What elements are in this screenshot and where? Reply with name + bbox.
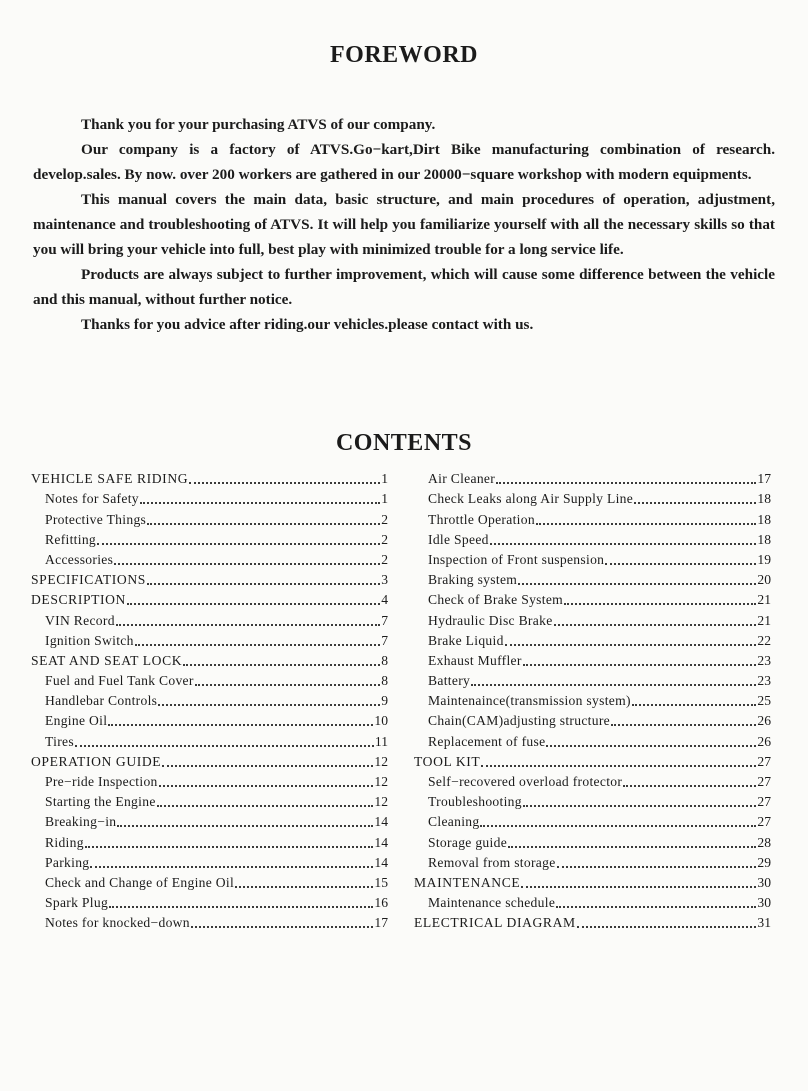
- toc-entry: [31, 892, 388, 912]
- toc-entry-page: 26: [757, 713, 771, 729]
- toc-entry-label: Breaking−in: [45, 814, 117, 830]
- toc-entry-label: OPERATION GUIDE: [31, 753, 162, 769]
- toc-dot-leader: [523, 664, 757, 666]
- toc-entry-page: 30: [757, 895, 771, 911]
- toc-dot-leader: [605, 563, 756, 565]
- toc-entry-label: Throttle Operation: [428, 511, 535, 527]
- toc-entry: [31, 791, 388, 811]
- toc-dot-leader: [140, 502, 380, 504]
- toc-left-column: [31, 468, 388, 932]
- toc-entry-label: ELECTRICAL DIAGRAM: [414, 915, 576, 931]
- toc-entry-page: 18: [757, 511, 771, 527]
- toc-entry: [414, 892, 771, 912]
- toc-entry-page: 8: [381, 652, 388, 668]
- toc-entry: [31, 508, 388, 528]
- toc-dot-leader: [75, 745, 374, 747]
- toc-entry: [414, 609, 771, 629]
- foreword-body: [33, 112, 775, 337]
- toc-entry-label: Check and Change of Engine Oil: [45, 874, 235, 890]
- toc-dot-leader: [564, 603, 756, 605]
- toc-entry-page: 27: [757, 794, 771, 810]
- toc-entry-page: 18: [757, 491, 771, 507]
- toc-entry-page: 23: [757, 652, 771, 668]
- toc-entry-page: 9: [381, 693, 388, 709]
- toc-entry-label: Riding: [45, 834, 84, 850]
- toc-entry: [414, 508, 771, 528]
- toc-entry-page: 8: [381, 673, 388, 689]
- toc-dot-leader: [632, 704, 757, 706]
- toc-entry: [414, 852, 771, 872]
- toc-entry-label: Accessories: [45, 551, 114, 567]
- toc-dot-leader: [235, 886, 373, 888]
- foreword-paragraph: Products are always subject to further improvement, which will cause some difference between the vehicle and this manual, without further notice.: [33, 266, 775, 308]
- toc-entry-label: Refitting: [45, 531, 97, 547]
- toc-entry: [31, 529, 388, 549]
- toc-dot-leader: [108, 724, 373, 726]
- toc-entry: [31, 811, 388, 831]
- toc-dot-leader: [147, 523, 380, 525]
- toc-entry-page: 28: [757, 834, 771, 850]
- toc-dot-leader: [556, 906, 756, 908]
- toc-entry-page: 14: [374, 834, 388, 850]
- toc-entry-page: 14: [374, 854, 388, 870]
- toc-entry-label: Parking: [45, 854, 90, 870]
- toc-entry: [414, 831, 771, 851]
- toc-entry-label: Exhaust Muffler: [428, 652, 522, 668]
- toc-entry: [414, 912, 771, 932]
- toc-dot-leader: [518, 583, 756, 585]
- toc-dot-leader: [117, 825, 373, 827]
- toc-entry-page: 27: [757, 753, 771, 769]
- toc-dot-leader: [85, 846, 374, 848]
- toc-entry: [414, 650, 771, 670]
- toc-entry: [414, 872, 771, 892]
- toc-entry-page: 29: [757, 854, 771, 870]
- toc-entry-label: Spark Plug: [45, 895, 109, 911]
- foreword-paragraph: Thank you for your purchasing ATVS of our company.: [81, 116, 436, 133]
- toc-entry-page: 23: [757, 673, 771, 689]
- toc-entry: [31, 710, 388, 730]
- toc-entry: [31, 912, 388, 932]
- toc-dot-leader: [109, 906, 373, 908]
- toc-entry: [31, 488, 388, 508]
- toc-dot-leader: [480, 825, 756, 827]
- toc-entry-page: 2: [381, 551, 388, 567]
- toc-dot-leader: [158, 704, 380, 706]
- toc-entry: [31, 569, 388, 589]
- toc-entry-page: 16: [374, 895, 388, 911]
- toc-dot-leader: [481, 765, 756, 767]
- toc-entry-label: Cleaning: [428, 814, 480, 830]
- toc-entry-label: Maintenance schedule: [428, 895, 556, 911]
- toc-dot-leader: [114, 563, 380, 565]
- toc-entry: [31, 630, 388, 650]
- toc-dot-leader: [159, 785, 374, 787]
- toc-entry-label: Pre−ride Inspection: [45, 774, 158, 789]
- toc-entry-label: Removal from storage: [428, 854, 556, 870]
- toc-dot-leader: [183, 664, 380, 666]
- toc-entry: [414, 630, 771, 650]
- toc-entry: [31, 872, 388, 892]
- toc-entry-page: 7: [381, 632, 388, 648]
- toc-entry: [414, 690, 771, 710]
- toc-entry-label: SEAT AND SEAT LOCK: [31, 652, 183, 668]
- toc-entry-label: Starting the Engine: [45, 794, 156, 810]
- toc-entry-page: 17: [757, 471, 771, 487]
- toc-entry-page: 18: [757, 531, 771, 547]
- toc-entry: [414, 549, 771, 569]
- toc-entry-label: DESCRIPTION: [31, 592, 126, 608]
- toc-entry-page: 27: [757, 774, 771, 789]
- toc-entry-label: Self−recovered overload frotector: [428, 774, 623, 789]
- toc-entry: [31, 670, 388, 690]
- toc-entry: [414, 589, 771, 609]
- toc-entry: [31, 771, 388, 791]
- contents-title: CONTENTS: [335, 430, 473, 456]
- toc-entry-label: Protective Things: [45, 511, 147, 527]
- toc-entry-label: Replacement of fuse: [428, 733, 546, 749]
- toc-dot-leader: [490, 543, 757, 545]
- toc-entry-page: 4: [381, 592, 388, 608]
- toc-entry-label: Chain(CAM)adjusting structure: [428, 713, 610, 729]
- toc-entry-page: 12: [374, 774, 388, 789]
- toc-entry-page: 27: [757, 814, 771, 830]
- toc-entry-page: 26: [757, 733, 771, 749]
- toc-entry: [31, 751, 388, 771]
- toc-entry-label: Check Leaks along Air Supply Line: [428, 491, 634, 507]
- toc-entry-page: 15: [374, 874, 388, 890]
- toc-right-column: [414, 468, 771, 932]
- toc-entry: [414, 468, 771, 488]
- toc-entry-page: 1: [381, 491, 388, 507]
- toc-entry: [31, 589, 388, 609]
- toc-entry-page: 3: [381, 572, 388, 588]
- toc-dot-leader: [536, 523, 756, 525]
- toc-entry-page: 12: [374, 753, 388, 769]
- toc-dot-leader: [195, 684, 380, 686]
- toc-entry-label: Braking system: [428, 572, 518, 588]
- toc-entry-page: 1: [381, 471, 388, 487]
- toc-entry: [414, 771, 771, 791]
- toc-entry-page: 21: [757, 592, 771, 608]
- toc-entry-label: Brake Liquid: [428, 632, 504, 648]
- toc-entry: [414, 529, 771, 549]
- toc-entry-page: 19: [757, 551, 771, 567]
- toc-entry-label: SPECIFICATIONS: [31, 572, 146, 588]
- toc-dot-leader: [116, 624, 380, 626]
- toc-entry-label: VEHICLE SAFE RIDING: [31, 471, 189, 487]
- toc-dot-leader: [577, 926, 757, 928]
- toc-entry-page: 31: [757, 915, 771, 931]
- toc-dot-leader: [496, 482, 756, 484]
- toc-dot-leader: [623, 785, 756, 787]
- toc-dot-leader: [135, 644, 380, 646]
- toc-entry-page: 11: [374, 733, 388, 749]
- toc-entry: [31, 609, 388, 629]
- toc-entry-page: 22: [757, 632, 771, 648]
- toc-dot-leader: [508, 846, 756, 848]
- toc-entry: [414, 730, 771, 750]
- toc-dot-leader: [189, 482, 380, 484]
- toc-entry-page: 14: [374, 814, 388, 830]
- toc-entry: [414, 670, 771, 690]
- toc-dot-leader: [634, 502, 756, 504]
- toc-dot-leader: [191, 926, 374, 928]
- toc-entry-label: Storage guide: [428, 834, 508, 850]
- toc-dot-leader: [554, 624, 757, 626]
- toc-entry-page: 2: [381, 531, 388, 547]
- toc-entry-label: Inspection of Front suspension: [428, 551, 605, 567]
- toc-entry: [31, 650, 388, 670]
- toc-entry-page: 25: [757, 693, 771, 709]
- toc-entry-page: 10: [374, 713, 388, 729]
- toc-entry-label: Engine Oil: [45, 713, 108, 729]
- toc-dot-leader: [546, 745, 756, 747]
- toc-entry-page: 12: [374, 794, 388, 810]
- toc-entry: [414, 791, 771, 811]
- toc-entry-label: VIN Record: [45, 612, 115, 628]
- toc-dot-leader: [157, 805, 374, 807]
- toc-entry: [31, 690, 388, 710]
- foreword-title: FOREWORD: [330, 42, 478, 68]
- toc-entry-label: Battery: [428, 673, 471, 689]
- toc-entry: [31, 831, 388, 851]
- toc-entry-label: Handlebar Controls: [45, 693, 158, 709]
- toc-entry: [31, 730, 388, 750]
- toc-entry: [414, 488, 771, 508]
- toc-entry-page: 20: [757, 572, 771, 588]
- toc-dot-leader: [505, 644, 757, 646]
- toc-entry: [414, 811, 771, 831]
- foreword-paragraph: This manual covers the main data, basic structure, and main procedures of operation, adjustment, maintenance and troubleshooting of ATVS. It will help you familiarize yourself with all the necessary skills so that you will bring your vehicle into full, best play with minimized trouble for a long service life.: [33, 191, 775, 258]
- toc-entry-label: Notes for knocked−down: [45, 915, 190, 931]
- toc-entry-label: Tires: [45, 733, 74, 749]
- toc-entry-label: Fuel and Fuel Tank Cover: [45, 673, 194, 689]
- toc-entry: [414, 751, 771, 771]
- foreword-paragraph: Our company is a factory of ATVS.Go−kart,Dirt Bike manufacturing combination of research. develop.sales. By now. over 200 workers are gathered in our 20000−square workshop with modern equipments.: [33, 141, 775, 183]
- toc-entry-label: Hydraulic Disc Brake: [428, 612, 553, 628]
- toc-entry-page: 2: [381, 511, 388, 527]
- toc-entry: [414, 710, 771, 730]
- toc-dot-leader: [557, 866, 757, 868]
- toc-entry-page: 17: [374, 915, 388, 931]
- toc-entry-label: Maintenaince(transmission system): [428, 693, 631, 709]
- toc-entry-page: 21: [757, 612, 771, 628]
- toc-entry-label: TOOL KIT: [414, 753, 481, 769]
- toc-entry-page: 30: [757, 874, 771, 890]
- toc-entry-label: Troubleshooting: [428, 794, 522, 810]
- toc-dot-leader: [162, 765, 373, 767]
- toc-entry-label: Check of Brake System: [428, 592, 564, 608]
- toc-dot-leader: [521, 886, 756, 888]
- toc-entry-label: Idle Speed: [428, 531, 489, 547]
- toc-entry: [31, 852, 388, 872]
- toc-entry: [414, 569, 771, 589]
- toc-entry: [31, 468, 388, 488]
- toc-entry: [31, 549, 388, 569]
- toc-dot-leader: [147, 583, 380, 585]
- toc-entry-label: Notes for Safety: [45, 491, 139, 507]
- toc-entry-label: Ignition Switch: [45, 632, 134, 648]
- toc-entry-page: 7: [381, 612, 388, 628]
- toc-dot-leader: [611, 724, 756, 726]
- toc-dot-leader: [90, 866, 373, 868]
- toc-entry-label: Air Cleaner: [428, 471, 496, 487]
- toc-dot-leader: [127, 603, 380, 605]
- toc-dot-leader: [97, 543, 380, 545]
- foreword-paragraph: Thanks for you advice after riding.our vehicles.please contact with us.: [81, 316, 534, 333]
- toc-dot-leader: [523, 805, 757, 807]
- toc-dot-leader: [471, 684, 756, 686]
- toc-entry-label: MAINTENANCE: [414, 874, 521, 890]
